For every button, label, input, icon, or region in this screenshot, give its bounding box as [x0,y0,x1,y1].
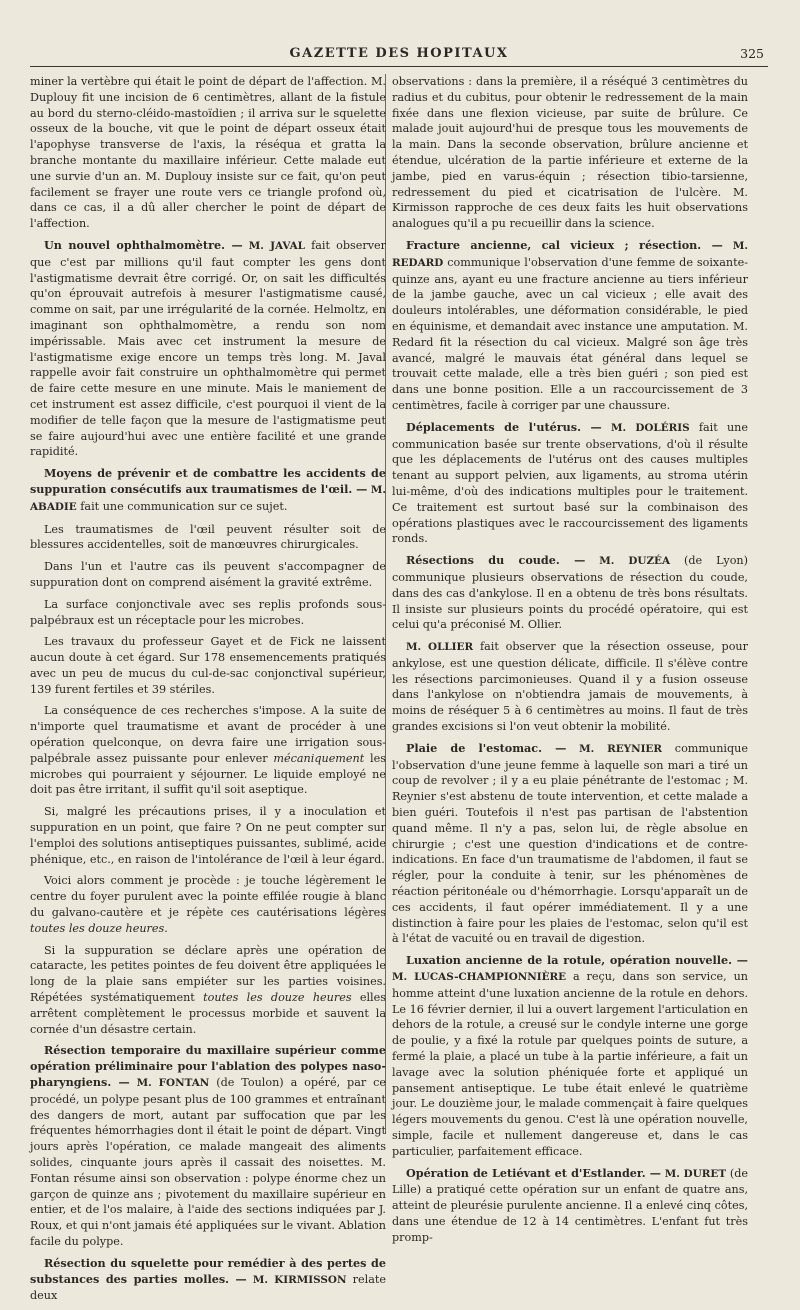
article-reynier [392,741,748,947]
section-title: Luxation ancienne de la rotule, opération nouvelle. — [406,953,748,968]
author-name: M. FONTAN [136,1077,210,1090]
author-name: M. DUZÉA [599,555,671,568]
article-javal [30,238,386,460]
italic-text: mécaniquement [273,751,365,765]
paragraph: La surface conjonctivale avec ses replis profonds sous-palpébraux est un réceptacle pour les microbes. [30,597,386,627]
article-text: a reçu, dans son service, un homme atteint d'une luxation ancienne de la rotule en dehors. Le 16 février dernier, il lui a ouvert largement l'articulation en dehors de la rotule, a creusé sur le condyle interne une gorge de poulie, y a fixé la rotule par quelques points de suture, a fermé la plaie, a placé un tube à la partie inférieure, a fait un lavage avec la solution phéniquée forte et appliqué un pansement antiseptique. Le tube était enlevé le quatrième jour. Le douzième jour, le malade commençait à faire quelques légers mouvements du genou. C'est là une opération nouvelle, simple, facile et nullement dangereuse et, dans le cas particulier, parfaitement efficace. [392,970,748,1158]
paragraph-text: fait observer que la résection osseuse, pour ankylose, est une question délicate, difficile. Il s'élève contre les résections parcimonieuses. Quand il y a fusion osseuse dans l'ankylose on n'obtiendra jamais de mouvements, à moins de réséquer 5 à 6 centimètres au moins. Il faut de très grandes excisions si l'on veut obtenir la mobilité. [392,640,748,734]
section-title: Résection du squelette pour remédier à des pertes de substances des parties molles. — [30,1255,386,1286]
paragraph [30,703,386,798]
paragraph [30,943,386,1038]
left-column [30,74,386,1310]
article-text: (de Toulon) a opéré, par ce procédé, un polype pesant plus de 100 grammes et entraînant des dangers de mort, autant par suffocation que par les fréquentes hémorrhagies dont il était le point de départ. Vingt jours après l'opération, ce malade mangeait des aliments solides, cinquante jours après il cassait des noisettes. M. Fontan résume ainsi son observation : polype énorme chez un garçon de quinze ans ; pivotement du maxillaire supérieur en entier, et de l'os malaire, à l'aide des sections indiquées par J. Roux, et qui n'ont jamais été appliquées sur le vivant. Ablation facile du polype. [30,1076,387,1248]
author-name: M. REYNIER [579,742,662,755]
article-text: communique l'observation d'une femme de soixante-quinze ans, ayant eu une fracture ancienne au tiers inférieur de la jambe gauche, avec un cal vicieux ; elle avait des douleurs intolérables, une déformation considérable, le pied en équinisme, et demandait avec instance une amputation. M. Redard fit la résection du cal vicieux. Malgré son âge très avancé, malgré le mauvais état général dans lequel se trouvait cette malade, elle a très bien guéri ; son pied est dans une bonne position. Elle a un raccourcissement de 3 centimètres, facile à corriger par une chaussure. [392,255,748,412]
article-text: fait une communication basée sur trente observations, d'où il résulte que les déplacements de l'utérus ont des causes multiples tenant au support pelvien, aux ligaments, au stroma utérin lui-même, d'où des indications multiples pour le traitement. Ce traitement est surtout basé sur la combinaison des opérations plastiques avec le raccourcissement des ligaments ronds. [392,420,748,546]
author-name: M. DURET [664,1167,727,1180]
article-fontan [30,1043,386,1249]
section-title: Résection temporaire du maxillaire supérieur comme opération préliminaire pour l'ablation des polypes naso-pharyngiens. — [30,1043,386,1090]
right-column [392,74,748,1252]
author-name: M. ABADIE [30,483,386,513]
article-text: (de Lille) a pratiqué cette opération sur un enfant de quatre ans, atteint de pleurésie purulente ancienne. Il a enlevé cinq côtes, dans une étendue de 12 à 14 centimètres. L'enfant fut très promp- [392,1166,748,1244]
paragraph [30,873,386,936]
author-name: M. DOLÉRIS [610,421,690,434]
article-text: (de Lyon) communique plusieurs observations de résection du coude, dans des cas d'ankylose. Il en a obtenu de très bons résultats. Il insiste sur plusieurs points du procédé opératoire, qui est celui qu'a préconisé M. Ollier. [392,554,749,632]
paragraph: Les travaux du professeur Gayet et de Fick ne laissent aucun doute à cet égard. Sur 178 ensemencements pratiqués avec un peu de mucus du cul-de-sac conjonctival supérieur, 139 furent fertiles et 39 stériles. [30,635,386,696]
article-kirmisson [30,1256,386,1304]
paragraph [392,639,748,735]
article-text: relate deux [30,1272,387,1303]
article-text: fait observer que c'est par millions qu'il faut compter les gens dont l'astigmatisme devrait être corrigé. Or, on sait les difficultés qu'on éprouvait autrefois à mesurer l'astigmatisme causé, comme on sait, par une irrégularité de la cornée. Helmoltz, en imaginant son ophthalmomètre, a rendu son nom impérissable. Mais avec cet instrument la mesure de l'astigmatisme exige encore un temps très long. M. Javal rappelle avoir fait construire un ophthalmomètre qui permet de faire cette mesure en une minute. Mais le maniement de cet instrument est assez difficile, c'est pourquoi il vient de la modifier de telle façon que la mesure de l'astigmatisme peut se faire aujourd'hui avec une entière facilité et une grande rapidité. [30,238,386,459]
paragraph-text: les microbes qui pourraient y séjourner. Le liquide employé ne doit pas être irritant, il suffit qu'il soit aseptique. [30,751,386,797]
article-abadie [30,466,386,515]
paragraph-text: elles arrêtent complètement le processus morbide et sauvent la cornée d'un désastre certain. [30,991,386,1036]
author-name: M. REDARD [392,239,748,269]
paragraph-text: Voici alors comment je procède : je touche légèrement le centre du foyer purulent avec la pointe effilée rougie à blanc du galvano-cautère et je répète ces cautérisations légères [30,874,386,920]
author-name: M. KIRMISSON [252,1273,347,1286]
journal-title: GAZETTE DES HOPITAUX [289,46,509,61]
section-title: Moyens de prévenir et de combattre les accidents de suppuration consécutifs aux traumatismes de l'œil. — [30,466,386,496]
italic-text: toutes les douze heures [203,991,352,1005]
page-number: 325 [740,46,764,61]
section-title: Fracture ancienne, cal vicieux ; résection. — [406,237,723,252]
author-name: M. JAVAL [248,239,305,252]
article-lucas-championniere [392,953,748,1159]
section-title: Résections du coude. — [406,553,586,568]
section-title: Opération de Letiévant et d'Estlander. — [406,1165,661,1180]
article-redard [392,238,748,414]
article-text: communique l'observation d'une jeune femme à laquelle son mari a tiré un coup de revolver ; il y a eu plaie pénétrante de l'estomac ; M. Reynier s'est abstenu de toute intervention, et cette malade a bien guéri. Toutefois il n'est pas partisan de l'abstention quand même. Il n'y a pas, selon lui, de règle absolue en chirurgie ; c'est une question d'indications et de contre-indications. En face d'un traumatisme de l'abdomen, il faut se régler, pour la conduite à tenir, sur les phénomènes de réaction péritonéale ou d'hémorrhagie. Lorsqu'apparaît un de ces accidents, il faut opérer immédiatement. Il y a une distinction à faire pour les plaies de l'estomac, selon qu'il est à l'état de vacuité ou en travail de digestion. [392,741,748,946]
paragraph-text: La conséquence de ces recherches s'impose. A la suite de n'importe quel traumatisme et avant de procéder à une opération quelconque, on devra faire une irrigation sous-palpébrale assez puissante pour enlever [30,704,386,765]
running-head [30,44,768,67]
paragraph: Les traumatismes de l'œil peuvent résulter soit de blessures accidentelles, soit de manœuvres chirurgicales. [30,522,386,552]
section-title: Un nouvel ophthalmomètre. — [44,237,243,252]
section-title: Plaie de l'estomac. — [406,740,567,755]
author-name: M. LUCAS-CHAMPIONNIÈRE [392,971,567,984]
section-title: Déplacements de l'utérus. — [406,419,602,434]
paragraph-text: Si la suppuration se déclare après une opération de cataracte, les petites pointes de feu doivent être appliquées le long de la plaie sans empiéter sur les parties voisines. Répétées systématiquement [30,943,386,1005]
author-name: M. OLLIER [406,641,474,654]
article-duzea [392,553,748,633]
paragraph: observations : dans la première, il a réséqué 3 centimètres du radius et du cubitus, pour obtenir le redressement de la main fixée dans une flexion vicieuse, par suite de brûlure. Ce malade jouit aujourd'hui de presque tous les mouvements de la main. Dans la seconde observation, brûlure ancienne et étendue, ulcération de la partie inférieure et externe de la jambe, pied en varus-équin ; résection tibio-tarsienne, redressement du pied et cicatrisation de l'ulcère. M. Kirmisson rapproche de ces deux faits les huit observations analogues qu'il a pu recueillir dans la science. [392,75,748,231]
paragraph: miner la vertèbre qui était le point de départ de l'affection. M. Duplouy fit une incision de 6 centimètres, allant de la fistule au bord du sterno-cléido-mastoïdien ; il arriva sur le squelette osseux de la bouche, vit que le point de départ osseux était l'apophyse transverse de l'axis, la réséqua et gratta la branche montante du maxillaire inférieur. Cette malade eut une survie d'un an. M. Duplouy insiste sur ce fait, qu'on peut facilement se frayer une route vers ce triangle profond où, dans ce cas, il a dû aller chercher le point de départ de l'affection. [30,75,386,231]
article-doleris [392,420,748,547]
paragraph: Dans l'un et l'autre cas ils peuvent s'accompagner de suppuration dont on comprend aisément la gravité extrême. [30,560,386,589]
article-text: fait une communication sur ce sujet. [80,499,288,513]
italic-text: toutes les douze heures. [30,921,168,935]
article-duret [392,1166,748,1246]
paragraph: Si, malgré les précautions prises, il y a inoculation et suppuration en un point, que faire ? On ne peut compter sur l'emploi des solutions antiseptiques puissantes, sublimé, acide phénique, etc., en raison de l'intolérance de l'œil à leur égard. [30,805,386,866]
